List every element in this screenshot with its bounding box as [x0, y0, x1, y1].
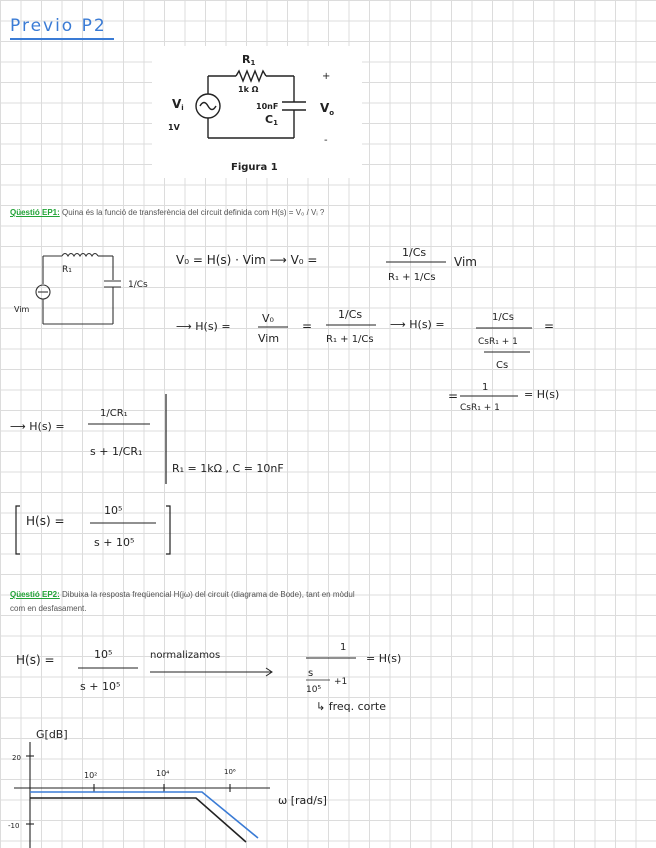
eq2-f2-den: R₁ + 1/Cs: [326, 334, 374, 345]
w2-norm-rhs: = H(s): [366, 652, 402, 665]
result-lhs: H(s) =: [26, 514, 65, 528]
question-ep1-label: Qüestió EP1:: [10, 208, 60, 217]
bode-xtick-0: 10²: [84, 771, 98, 780]
eq2-eq: =: [302, 319, 313, 333]
result-num: 10⁵: [104, 504, 123, 517]
eq2-f1-den: Vim: [258, 332, 280, 345]
eq2-arrow: ⟶ H(s) =: [390, 318, 445, 331]
vo-label: $V_o$: [320, 101, 335, 117]
w2-lhs: H(s) =: [16, 653, 55, 667]
eq2-f1-num: V₀: [262, 312, 274, 325]
eq4-text: ⟶ H(s) =: [10, 420, 65, 433]
w2-norm-den-den: 10⁵: [306, 685, 322, 695]
bode-xtick-2: 10⁶: [224, 768, 236, 776]
c-label: C1: [265, 113, 278, 127]
minus-sign: -: [324, 135, 328, 146]
vi-label: Vi: [172, 97, 184, 112]
w2-den: s + 10⁵: [80, 680, 121, 693]
w2-note: ↳ freq. corte: [316, 700, 386, 713]
page-title: Previo P2: [10, 16, 107, 36]
question-ep2-label: Qüestió EP2:: [10, 590, 60, 599]
eq2-tail: =: [544, 319, 555, 333]
eq3-num: 1: [482, 382, 489, 393]
bode-xtick-1: 10⁴: [156, 769, 170, 778]
eq2-f3-den1: CsR₁ + 1: [478, 337, 518, 347]
sketch-c-label: 1/Cs: [128, 280, 148, 290]
eq1-num: 1/Cs: [402, 246, 427, 259]
w2-norm-num: 1: [340, 642, 347, 653]
eq2-text: ⟶ H(s) =: [176, 320, 231, 333]
question-ep2-text-1: Dibuixa la resposta freqüencial H(jω) del circuit (diagrama de Bode), tant en mòdul: [62, 590, 355, 599]
eq3-rhs: = H(s): [524, 388, 560, 401]
eq2-f2-num: 1/Cs: [338, 308, 363, 321]
eq1-tail: Vim: [454, 255, 477, 269]
bode-magnitude-blue: [30, 792, 258, 838]
question-ep1-text: Quina és la funció de transferència del circuit definida com H(s) = V₀ / Vᵢ ?: [62, 208, 325, 217]
figure-caption: Figura 1: [231, 162, 278, 173]
w2-norm-den-num: s: [308, 668, 314, 679]
bode-ylabel: G[dB]: [36, 728, 68, 741]
bode-xlabel: ω [rad/s]: [278, 794, 327, 807]
sketch-r-label: R₁: [62, 265, 72, 275]
bode-ytick-1: -10: [8, 822, 20, 830]
eq3-den: CsR₁ + 1: [460, 403, 500, 413]
w2-num: 10⁵: [94, 648, 113, 661]
sketch-vin-label: Vim: [14, 305, 30, 314]
r-label: R1: [242, 53, 256, 67]
eq3-lhs: =: [448, 389, 459, 403]
question-ep2-text-2: com en desfasament.: [10, 604, 87, 613]
w2-arrow-label: normalizamos: [150, 650, 221, 661]
result-den: s + 10⁵: [94, 536, 135, 549]
eq2-f3-num: 1/Cs: [492, 312, 514, 323]
plus-sign: +: [322, 71, 331, 82]
eq1-den: R₁ + 1/Cs: [388, 272, 436, 283]
eq1-text: V₀ = H(s) · Vim ⟶ V₀ =: [176, 253, 318, 267]
r-value: 1k Ω: [238, 85, 259, 94]
bode-magnitude-black: [30, 798, 246, 842]
vi-value: 1V: [168, 123, 180, 132]
eq2-f3-den2: Cs: [496, 360, 509, 371]
eq4-den: s + 1/CR₁: [90, 445, 143, 458]
values-text: R₁ = 1kΩ , C = 10nF: [172, 462, 284, 475]
eq4-num: 1/CR₁: [100, 408, 128, 419]
bode-ytick-0: 20: [12, 754, 21, 762]
c-value: 10nF: [256, 102, 279, 111]
w2-norm-den-tail: +1: [334, 677, 348, 687]
